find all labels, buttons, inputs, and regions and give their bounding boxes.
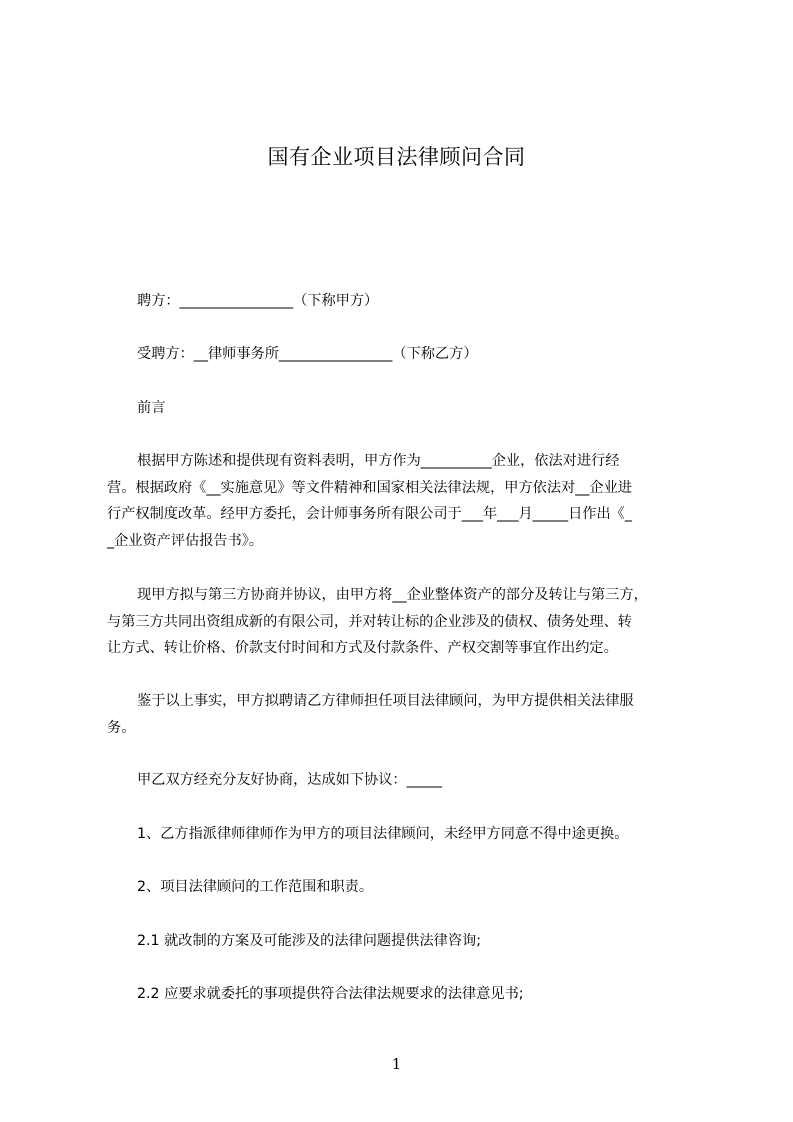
party-b-text: 受聘方：__律师事务所________________（下称乙方）	[137, 346, 478, 362]
party-a-text: 聘方：________________（下称甲方）	[137, 293, 379, 309]
paragraph-line: _企业资产评估报告书》。	[107, 532, 264, 549]
paragraph-line: 行产权制度改革。经甲方委托，会计师事务所有限公司于___年___月_____日作出《_	[107, 506, 632, 522]
clause-2-2	[107, 981, 712, 1008]
clause-1-text: 1、乙方指派律师律师作为甲方的项目法律顾问，未经甲方同意不得中途更换。	[137, 826, 629, 842]
preface-heading	[107, 395, 712, 422]
page-number: 1	[391, 1055, 402, 1073]
clause-2	[107, 874, 712, 901]
document-title: 国有企业项目法律顾问合同	[267, 145, 526, 169]
preface-heading-text: 前言	[137, 400, 166, 416]
paragraph-line: 与第三方共同出资组成新的有限公司，并对转让标的企业涉及的债权、债务处理、转	[107, 613, 632, 630]
agreement-intro	[107, 767, 712, 794]
paragraph-line: 务。	[107, 719, 136, 736]
paragraph-background	[107, 448, 712, 554]
paragraph-engagement	[107, 688, 712, 741]
clause-2-1	[107, 928, 712, 955]
clause-1	[107, 821, 712, 848]
clause-2-1-text: 2.1 就改制的方案及可能涉及的法律问题提供法律咨询;	[137, 933, 481, 949]
paragraph-line: 现甲方拟与第三方协商并协议，由甲方将__企业整体资产的部分及转让与第三方，	[137, 587, 648, 603]
paragraph-transfer	[107, 582, 712, 662]
paragraph-line: 根据甲方陈述和提供现有资料表明，甲方作为__________企业，依法对进行经	[137, 453, 620, 469]
paragraph-line: 鉴于以上事实，甲方拟聘请乙方律师担任项目法律顾问，为甲方提供相关法律服	[137, 693, 634, 709]
paragraph-line: 让方式、转让价格、价款支付时间和方式及付款条件、产权交割等事宜作出约定。	[107, 640, 618, 656]
party-b-line	[107, 341, 712, 368]
paragraph-line: 营。根据政府《__实施意见》等文件精神和国家相关法律法规，甲方依法对__企业进	[107, 479, 632, 496]
clause-2-2-text: 2.2 应要求就委托的事项提供符合法律法规要求的法律意见书;	[137, 986, 524, 1002]
party-a-line	[107, 288, 712, 315]
clause-2-text: 2、项目法律顾问的工作范围和职责。	[137, 879, 374, 895]
agreement-intro-text: 甲乙双方经充分友好协商，达成如下协议：_____	[137, 772, 443, 788]
